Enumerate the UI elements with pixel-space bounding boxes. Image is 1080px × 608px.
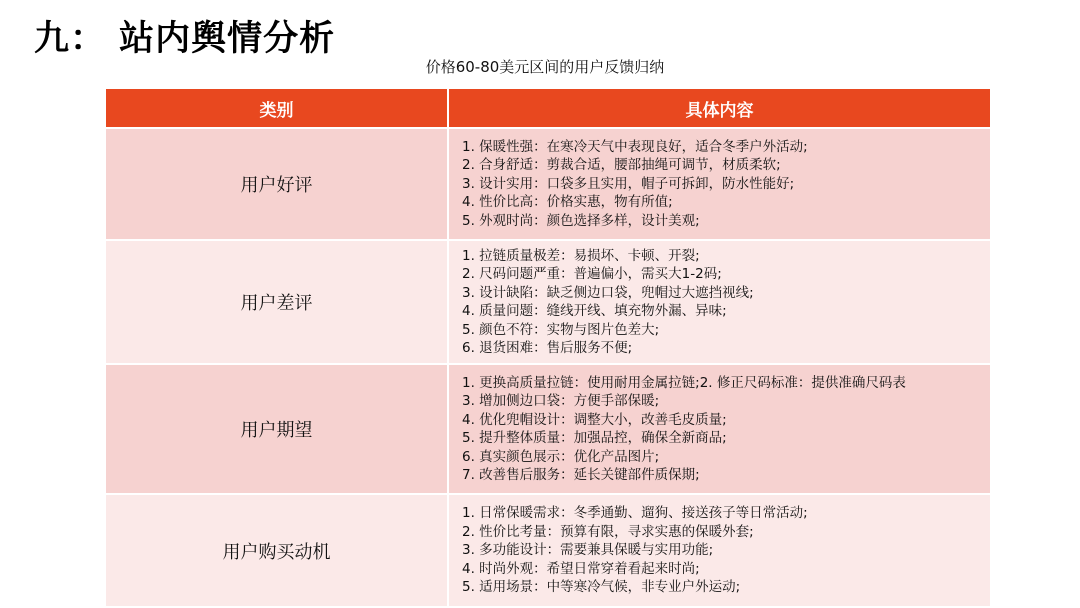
list-item: 5. 外观时尚：颜色选择多样，设计美观; xyxy=(462,212,700,229)
table-header-row xyxy=(106,89,990,128)
list-item: 5. 适用场景：中等寒冷气候，非专业户外运动; xyxy=(462,579,741,596)
header-content: 具体内容 xyxy=(448,89,990,128)
content-cell xyxy=(448,128,990,240)
category-cell: 用户差评 xyxy=(106,240,448,364)
list-item: 1. 拉链质量极差：易损坏、卡顿、开裂; xyxy=(462,247,700,264)
content-cell xyxy=(448,240,990,364)
list-item: 3. 设计缺陷：缺乏侧边口袋，兜帽过大遮挡视线; xyxy=(462,284,754,301)
list-item: 3. 增加侧边口袋：方便手部保暖; xyxy=(462,393,660,409)
content-list xyxy=(462,138,990,231)
list-item: 4. 性价比高：价格实惠，物有所值; xyxy=(462,194,673,211)
content-list xyxy=(462,247,990,358)
category-cell: 用户好评 xyxy=(106,128,448,240)
table-row-user-expectations xyxy=(106,364,990,494)
list-item: 2. 性价比考量：预算有限，寻求实惠的保暖外套; xyxy=(462,523,754,540)
list-item: 5. 颜色不符：实物与图片色差大; xyxy=(462,321,660,338)
category-cell: 用户期望 xyxy=(106,364,448,494)
list-item: 5. 提升整体质量：加强品控，确保全新商品; xyxy=(462,430,727,446)
slide-title: 九： 站内舆情分析 xyxy=(34,19,336,59)
table-row-negative-reviews xyxy=(106,240,990,364)
list-item: 7. 改善售后服务：延长关键部件质保期; xyxy=(462,467,700,483)
list-item: 2. 尺码问题严重：普遍偏小，需买大1-2码; xyxy=(462,266,722,282)
list-item: 3. 多功能设计：需要兼具保暖与实用功能; xyxy=(462,542,714,559)
list-item: 6. 退货困难：售后服务不便; xyxy=(462,340,633,356)
list-item: 6. 真实颜色展示：优化产品图片; xyxy=(462,448,660,465)
content-cell xyxy=(448,494,990,606)
list-item: 2. 合身舒适：剪裁合适，腰部抽绳可调节，材质柔软; xyxy=(462,157,781,174)
content-cell xyxy=(448,364,990,494)
category-cell: 用户购买动机 xyxy=(106,494,448,606)
table-row-purchase-motivation xyxy=(106,494,990,606)
table-caption: 价格60-80美元区间的用户反馈归纳 xyxy=(425,58,665,76)
content-list xyxy=(462,374,990,485)
list-item: 4. 时尚外观：希望日常穿着看起来时尚; xyxy=(462,560,700,577)
list-item: 4. 质量问题：缝线开线、填充物外漏、异味; xyxy=(462,303,727,319)
list-item: 3. 设计实用：口袋多且实用，帽子可拆卸，防水性能好; xyxy=(462,175,795,192)
table-row-positive-reviews xyxy=(106,128,990,240)
feedback-table-container xyxy=(106,89,990,606)
list-item: 4. 优化兜帽设计：调整大小，改善毛皮质量; xyxy=(462,411,727,428)
content-list xyxy=(462,504,990,597)
header-category: 类别 xyxy=(106,89,448,128)
feedback-table xyxy=(106,89,990,606)
list-item: 1. 日常保暖需求：冬季通勤、遛狗、接送孩子等日常活动; xyxy=(462,505,808,522)
list-item: 1. 保暖性强：在寒冷天气中表现良好，适合冬季户外活动; xyxy=(462,138,808,155)
list-item: 1. 更换高质量拉链：使用耐用金属拉链;2. 修正尺码标准：提供准确尺码表 xyxy=(462,374,906,391)
